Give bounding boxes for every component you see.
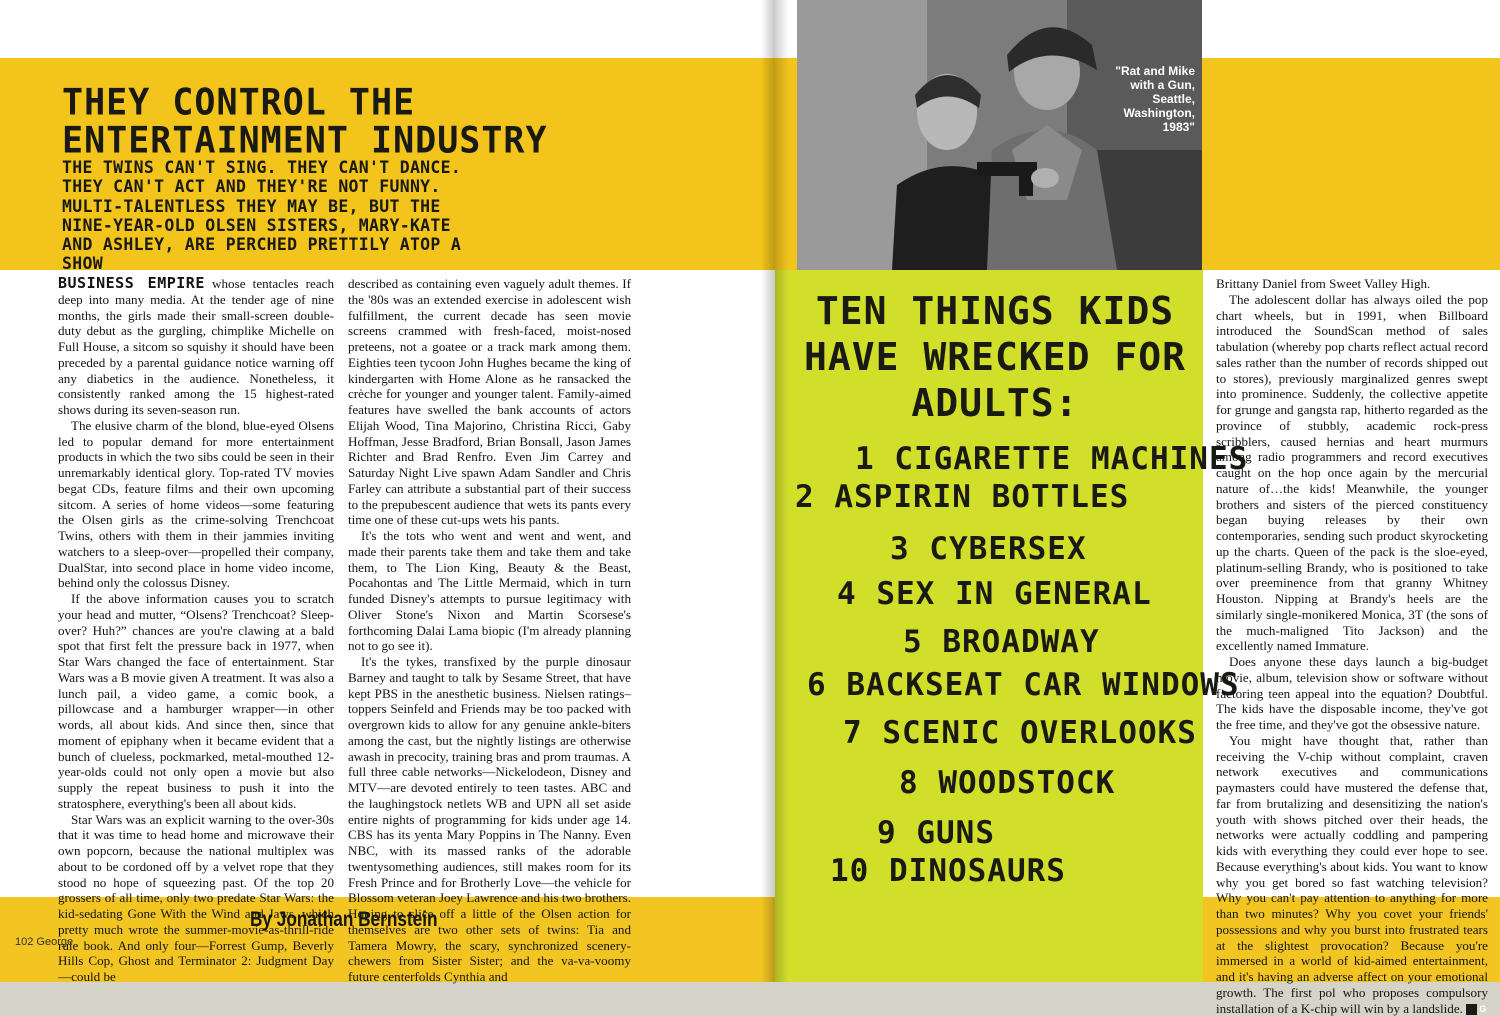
paragraph-5: described as containing even vaguely adult themes. If the '80s was an extended exercise in adolescent wish fulfillment, the current decade has seen movie screens crammed with fresh-faced, moist-nosed preteens, not a goatee or a track mark among them. Eighties teen tycoon John Hughes became the king of kindergarten with Home Alone as he ransacked the crèche for younger and younger talent. Family-aimed features have swelled the bank accounts of actors Elijah Wood, Tina Majorino, Christina Ricci, Gaby Hoffman, Jesse Bradford, Brian Bonsall, Jason James Richter and Brad Renfro. Even Jim Carrey and Saturday Night Live spawn Adam Sandler and Chris Farley can attribute a substantial part of their success to the prepubescent audience that wets its pants every time one of these cut-ups wets his pants. xyxy=(348,276,631,528)
list-item-3: 3 CYBERSEX xyxy=(890,531,1087,567)
list-item-5: 5 BROADWAY xyxy=(903,624,1100,660)
paragraph-9: The adolescent dollar has always oiled the pop chart wheels, but in 1991, when Billboard introduced the SoundScan method of sales tabulation (whereby pop charts reflect actual record sales rather than the number of records shipped out to stores), previously marginalized genres swept into prominence. Suddenly, the collective appetite for grunge and gangsta rap, hitherto regarded as the province of stubbly, academic rock-press scribblers, caused hernias and heart murmurs among radio programmers and record executives caught on the hop once again by the mercurial nature of…the kids! Meanwhile, the younger brothers and sisters of the pierced constituency began buying releases by their own contemporaries, sending such product skyrocketing up the charts. Queen of the pack is the sloe-eyed, platinum-selling Brandy, who is positioned to take over preeminence from that granny Whitney Houston. Nipping at Brandy's heels are the similarly single-monikered Monica, 3T (the sons of the much-maligned Tito Jackson) and the excellently named Immature. xyxy=(1216,291,1488,654)
byline: By Jonathan Bernstein xyxy=(250,908,438,931)
spine-shadow xyxy=(761,0,775,982)
white-corner-block xyxy=(250,0,775,58)
list-item-10: 10 DINOSAURS xyxy=(830,853,1066,889)
photo-illustration xyxy=(797,0,1202,270)
sidebar-title: TEN THINGS KIDS HAVE WRECKED FOR ADULTS: xyxy=(803,289,1187,425)
list-item-2: 2 ASPIRIN BOTTLES xyxy=(795,479,1130,515)
article-column-1 xyxy=(58,276,334,985)
list-item-8: 8 WOODSTOCK xyxy=(899,765,1116,801)
headline xyxy=(62,81,622,162)
deck: THE TWINS CAN'T SING. THEY CAN'T DANCE. THEY CAN'T ACT AND THEY'RE NOT FUNNY. MULTI-TALENTLESS THEY MAY BE, BUT THE NINE-YEAR-OLD OLSEN SISTERS, MARY-KATE AND ASHLEY, ARE PERCHED PRETTILY ATOP A SHOW xyxy=(62,158,462,274)
run-in-heading: BUSINESS EMPIRE xyxy=(58,274,205,292)
headline-line-2: ENTERTAINMENT INDUSTRY xyxy=(62,119,548,162)
paragraph-4: Star Wars was an explicit warning to the over-30s that it was time to head home and microwave their own popcorn, because the national multiplex was about to be cordoned off by a velvet rope that they stood no hope of squeezing past. Of the top 20 grossers of all time, only two predate Star Wars: the kid-sedating Gone With the Wind and Jaws, which pretty much wrote the summer-movie-as-thrill-ride rule book. And only four—Forrest Gump, Beverly Hills Cop, Ghost and Terminator 2: Judgment Day—could be xyxy=(58,811,334,984)
paragraph-3: If the above information causes you to scratch your head and mutter, “Olsens? Trenchcoat? Sleep-over? Huh?” chances are you're clawing at a bald spot that first felt the pressure back in 1977, when Star Wars changed the face of entertainment. Star Wars was a B movie given A treatment. It was also a lunch pail, a video game, a comic book, a pillowcase and a hamburger wrapper—in other words, all about kids. And since then, since that moment of epiphany when it became evident that a bunch of clueless, pockmarked, metal-mouthed 12-year-olds could not only open a movie but also supply the repeat business to push it into the stratosphere, everything's been all about kids. xyxy=(58,591,334,811)
article-column-2 xyxy=(348,276,631,985)
headline-line-1: THEY CONTROL THE xyxy=(62,81,416,124)
right-page xyxy=(775,0,1500,1016)
list-item-6: 6 BACKSEAT CAR WINDOWS xyxy=(807,667,1240,703)
end-mark-icon: G xyxy=(1466,1004,1477,1015)
article-column-3 xyxy=(1216,276,1488,1016)
paragraph-1: BUSINESS EMPIRE whose tentacles reach deep into many media. At the tender age of nine months, the girls made their small-screen double-duty debut as the gurgling, chimplike Michelle on Full House, a sitcom so squishy it should have been preceded by a parental guidance notice warning off any diabetics in the audience. Nonetheless, it consistently ranked among the 15 highest-rated shows during its seven-season run. xyxy=(58,274,335,417)
paragraph-6: It's the tots who went and went and went, and made their parents take them and take them and take them, to The Lion King, Beauty & the Beast, Pocahontas and The Little Mermaid, which in turn funded Disney's attempts to pursue legitimacy with Oliver Stone's Nixon and Martin Scorsese's forthcoming Dalai Lama biopic (I'm already planning not to go see it). xyxy=(348,528,631,654)
left-page xyxy=(0,0,775,982)
page-folio: 102 George xyxy=(15,936,74,948)
paragraph-2: The elusive charm of the blond, blue-eyed Olsens led to popular demand for more entertainment products in which the two sibs could be seen in their unremarkably identical glory. Top-rated TV movies begat CDs, feature films and their own upcoming sitcom. A series of home videos—some featuring the Olsen girls as the crime-solving Trenchcoat Twins, others with them in their jammies inviting watchers to a sleep-over—propelled their company, DualStar, into second place in home video income, behind only the colossus Disney. xyxy=(58,417,334,591)
list-item-4: 4 SEX IN GENERAL xyxy=(837,576,1152,612)
list-item-9: 9 GUNS xyxy=(877,815,995,851)
sidebar-panel xyxy=(775,270,1249,982)
paragraph-7: It's the tykes, transfixed by the purple dinosaur Barney and taught to talk by Sesame Street, that have kept PBS in the anesthetic business. Nielsen ratings–toppers Seinfeld and Friends may be too packed with overgrown kids to allow for any genuine ankle-biters among the cast, but the nightly listings are otherwise awash in precocity, training bras and prom traumas. A full three cable networks—Nickelodeon, Disney and MTV—are devoted entirely to teen tastes. ABC and the laughingstock netlets WB and UPN all set aside entire nights of programming for kids under age 14. CBS has its yenta Mary Poppins in The Nanny. Even NBC, with its massed ranks of the adorable twentysomething audiences, still makes room for its Fresh Prince and for Brotherly Love—the vehicle for Blossom veteran Joey Lawrence and his two brothers. Hoping to slice off a little of the Olsen action for themselves are two other sets of twins: Tia and Tamera Mowry, the scary, synchronized scenery-chewers from Sister Sister; and the va-va-voomy future centerfolds Cynthia and xyxy=(348,654,631,984)
paragraph-8: Brittany Daniel from Sweet Valley High. xyxy=(1216,276,1431,291)
paragraph-10: Does anyone these days launch a big-budget movie, album, television show or software without factoring teen appeal into the equation? Doubtful. The kids have the disposable income, they've got the free time, and they've got the obsessive nature. xyxy=(1216,654,1488,732)
list-item-1: 1 CIGARETTE MACHINES xyxy=(855,441,1249,477)
spine-shadow-right xyxy=(775,0,789,982)
photo-rat-and-mike xyxy=(797,0,1202,270)
paragraph-11: You might have thought that, rather than receiving the V-chip without complaint, craven network executives and communications paymasters could have mustered the defense that, far from brutalizing and desensitizing the nation's youth with shows pitched over their heads, the networks were actually coddling and pampering kids with everything they could ever hope to see. Because everything's about kids. You want to know why you get bored so fast watching television? Why you can't pay attention to anything for more than two minutes? Why you covet your friends' possessions and why you burst into frustrated tears at the slightest provocation? Because you're immersed in a world of kid-aimed entertainment, and it's having an adverse affect on your emotional growth. The first pol who proposes compulsory installation of a K-chip will win by a landslide. G xyxy=(1216,732,1488,1016)
list-item-7: 7 SCENIC OVERLOOKS xyxy=(843,715,1197,751)
photo-caption: "Rat and Mike with a Gun, Seattle, Washington, 1983" xyxy=(1115,64,1195,134)
